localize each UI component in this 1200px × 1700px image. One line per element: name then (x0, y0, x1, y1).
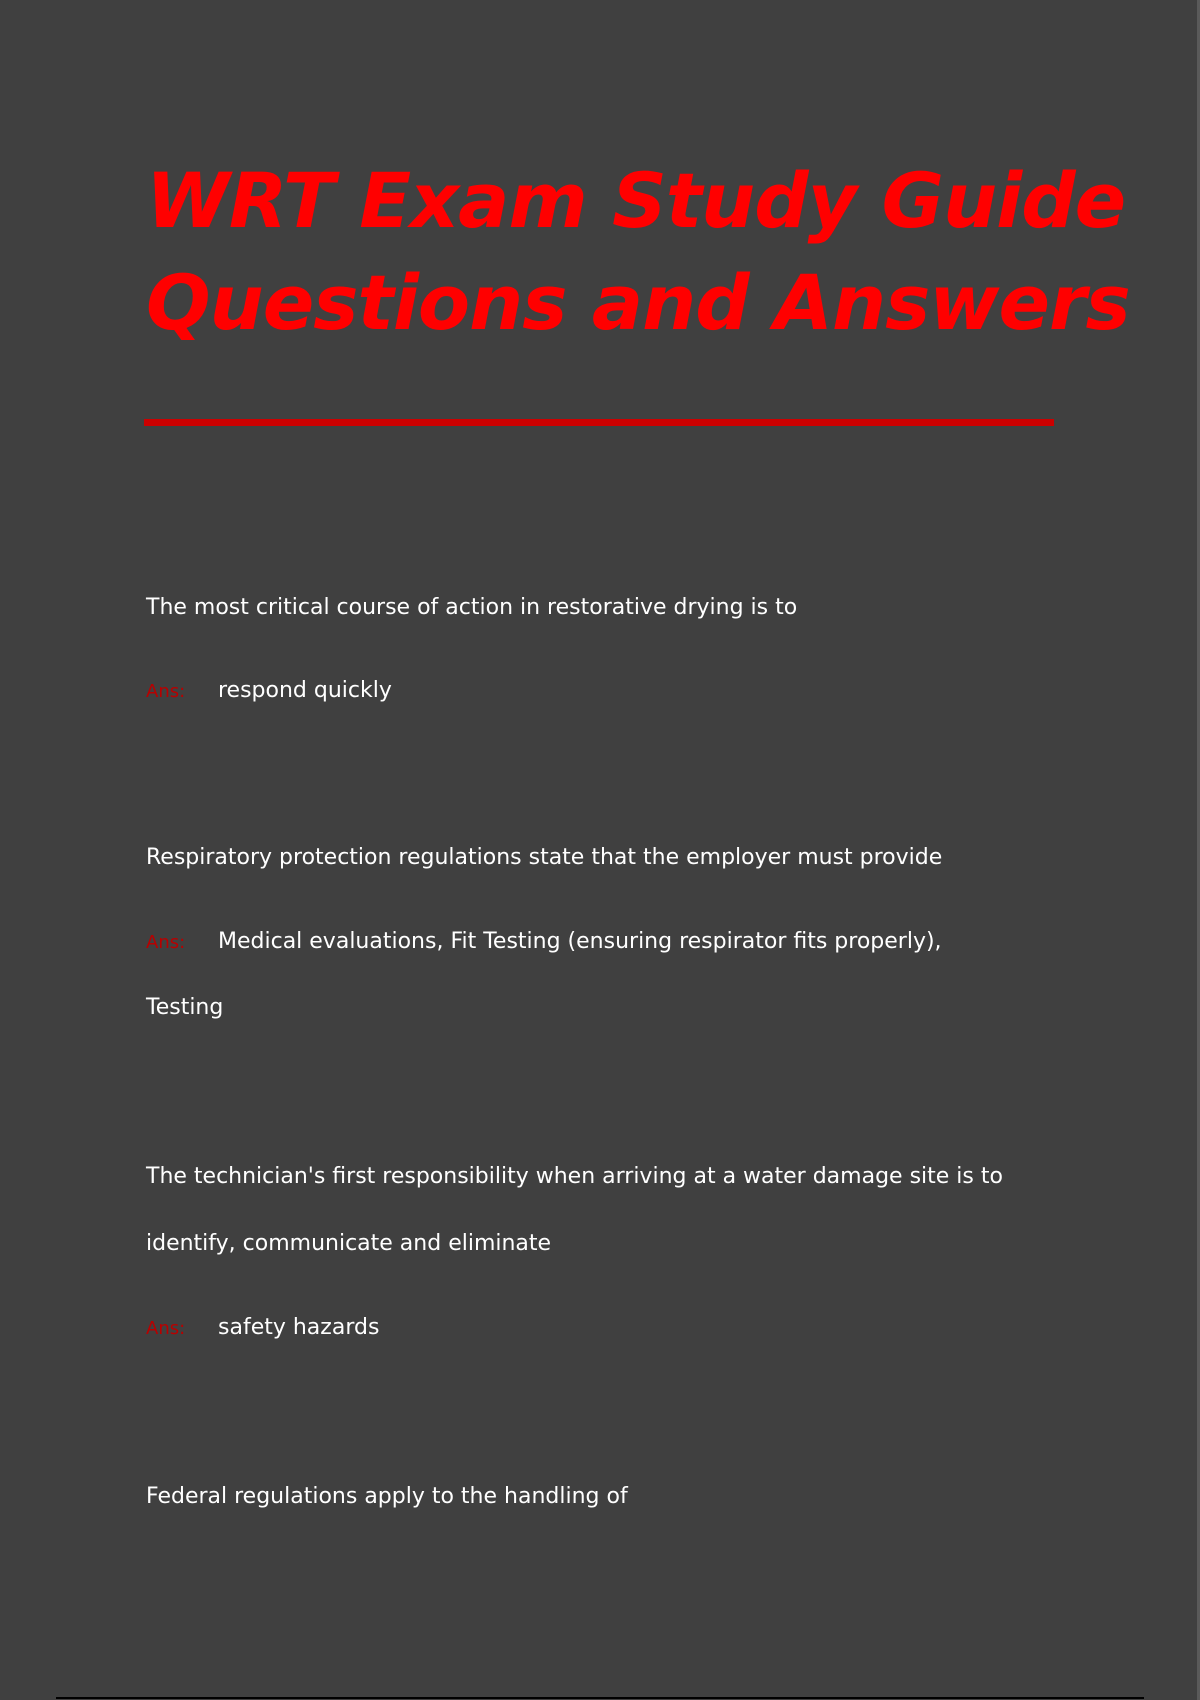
question-text: Respiratory protection regulations state that the employer must provide (146, 845, 943, 870)
question-text: Federal regulations apply to the handling of (146, 1484, 628, 1509)
answer-label: Ans: (146, 1318, 186, 1339)
answer-line (146, 927, 1066, 957)
title-divider (144, 419, 1054, 426)
qa-item-1 (146, 593, 1066, 706)
document-title (146, 150, 1130, 354)
answer-text-continued: Testing (146, 995, 224, 1020)
answer-text: Medical evaluations, Fit Testing (ensuring respirator fits properly), (218, 929, 942, 954)
title-line-1: WRT Exam Study Guide (146, 156, 1126, 245)
title-line-2: Questions and Answers (146, 258, 1130, 347)
question-text: The most critical course of action in restorative drying is to (146, 595, 798, 620)
qa-item-4 (146, 1482, 1066, 1512)
answer-line (146, 1313, 1066, 1343)
answer-line (146, 676, 1066, 706)
answer-text: respond quickly (218, 678, 392, 703)
qa-item-2 (146, 843, 1066, 1023)
question-text: The technician's first responsibility when arriving at a water damage site is to (146, 1164, 1003, 1189)
answer-label: Ans: (146, 932, 186, 953)
answer-text: safety hazards (218, 1315, 380, 1340)
answer-label: Ans: (146, 681, 186, 702)
question-text-continued: identify, communicate and eliminate (146, 1231, 552, 1256)
page-bottom-rule (56, 1697, 1144, 1699)
qa-item-3 (146, 1162, 1066, 1343)
